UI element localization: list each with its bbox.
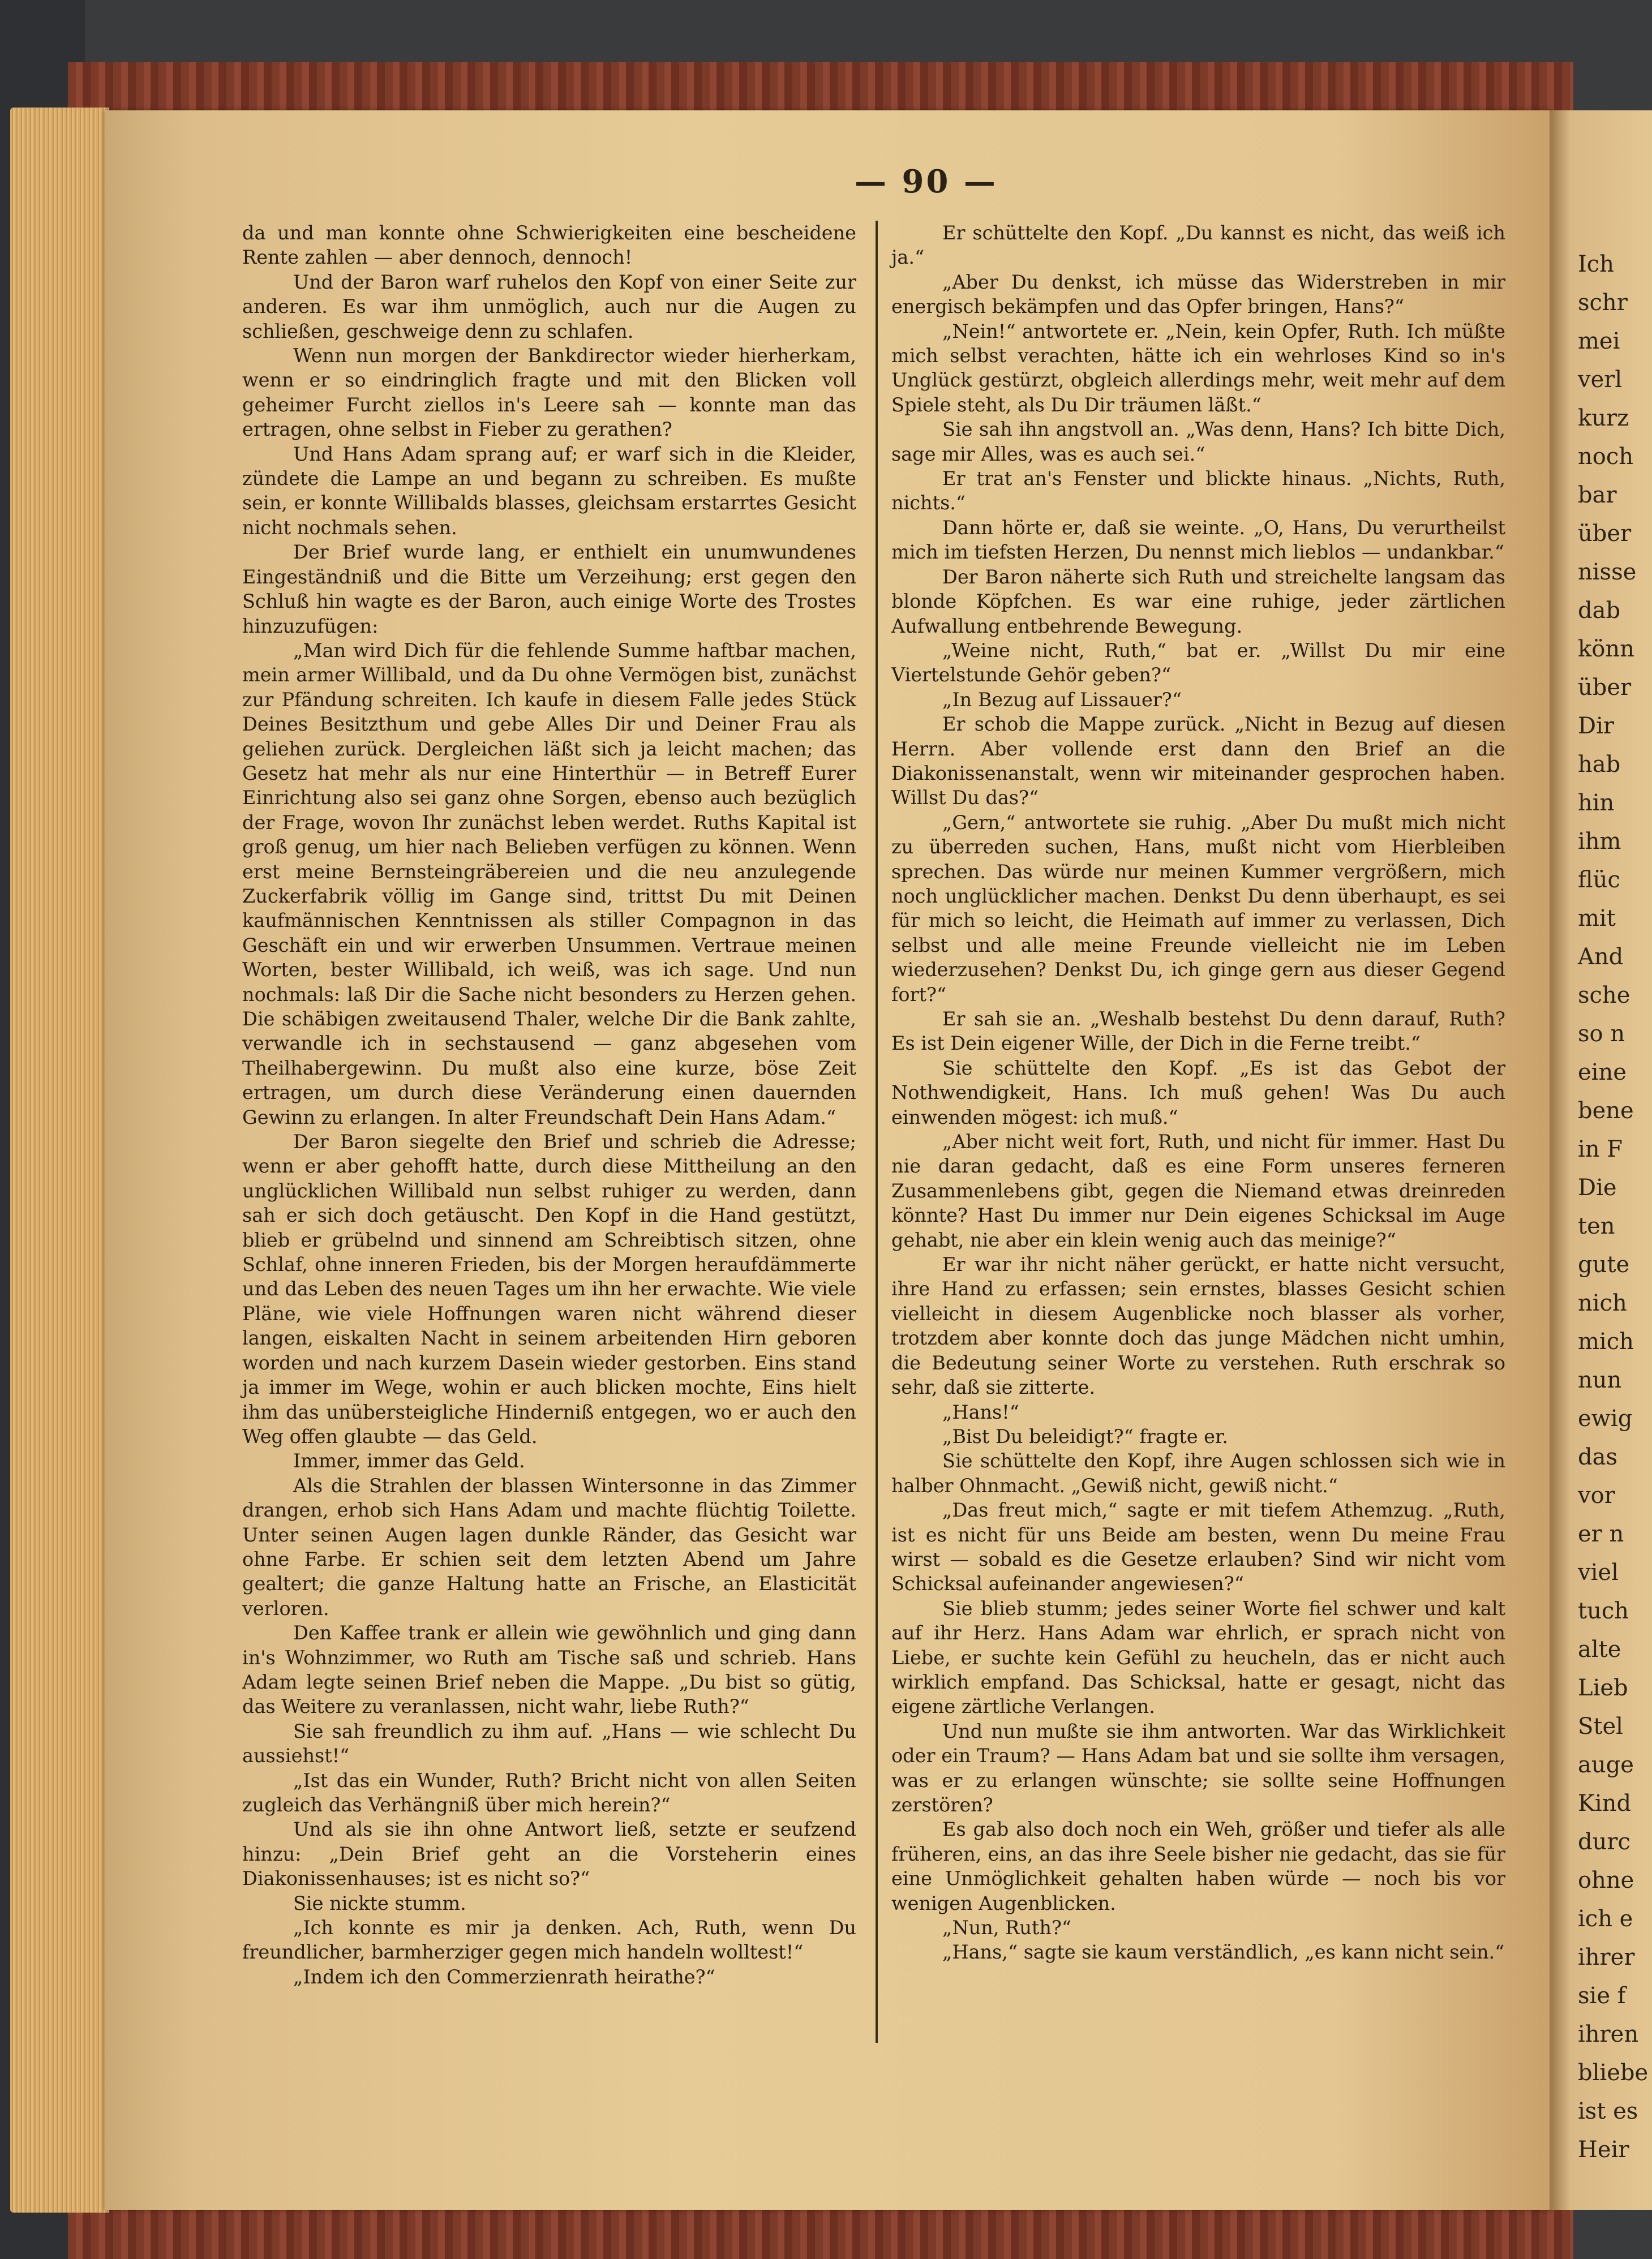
paragraph: Sie nickte stumm. [293,1892,466,1914]
paragraph: „Hans,“ sagte sie kaum verständlich, „es kann nicht sein.“ [942,1941,1505,1964]
next-page-fragment: über [1578,675,1632,701]
paragraph: „Hans!“ [942,1401,1019,1423]
paragraph: „Ist das ein Wunder, Ruth? Bricht nicht von allen Seiten zugleich das Verhängniß über mich herein?“ [242,1769,856,1816]
next-page-fragment: Lieb [1578,1675,1628,1701]
paragraph: „Indem ich den Commerzienrath heirathe?“ [293,1965,715,1988]
paragraph: Als die Strahlen der blassen Wintersonne in das Zimmer drangen, erhob sich Hans Adam und machte flüchtig Toilette. Unter seinen Augen lagen dunkle Ränder, das Gesicht war ohne Farbe. Er schien seit dem letzten Abend um Jahre gealtert; die ganze Haltung hatte an Frische, an Elasticität verloren. [242,1474,856,1620]
next-page-fragment: dab [1578,598,1621,624]
page-edges [10,108,109,2213]
paragraph: Den Kaffee trank er allein wie gewöhnlich und ging dann in's Wohnzimmer, wo Ruth am Tische saß und schrieb. Hans Adam legte seinen Brief neben die Mappe. „Du bist so gütig, das Weitere zu veranlassen, nicht wahr, liebe Ruth?“ [242,1622,856,1718]
paragraph: Sie schüttelte den Kopf. „Es ist das Gebot der Nothwendigkeit, Hans. Ich muß gehen! Was Du auch einwenden mögest: ich muß.“ [891,1057,1505,1128]
next-page-fragment: durc [1578,1829,1630,1855]
paragraph: Und der Baron warf ruhelos den Kopf von einer Seite zur anderen. Es war ihm unmöglich, auch nur die Augen zu schließen, geschweige denn zu schlafen. [242,270,856,342]
paragraph: „Nein!“ antwortete er. „Nein, kein Opfer, Ruth. Ich müßte mich selbst verachten, hätte ich ein wehrloses Kind so in's Unglück gestürzt, obgleich allerdings mehr, weit mehr auf dem Spiele steht, als Du Dir träumen läßt.“ [891,320,1505,416]
paragraph: Der Baron siegelte den Brief und schrieb die Adresse; wenn er aber gehofft hatte, durch diese Mittheilung an den unglücklichen Willibald nun selbst ruhiger zu werden, dann sah er sich doch getäuscht. Den Kopf in die Hand gestützt, blieb er grübelnd und sinnend am Schreibtisch sitzen, ohne Schlaf, ohne inneren Frieden, bis der Morgen heraufdämmerte und das Leben des neuen Tages um ihn her erwachte. Wie viele Pläne, wie viele Hoffnungen waren nicht während dieser langen, eiskalten Nacht in seinem arbeitenden Hirn geboren worden und nach kurzem Dasein wieder gestorben. Eins stand ja immer im Wege, wohin er auch blicken mochte, Eins hielt ihm das unübersteigliche Hinderniß entgegen, wo er auch den Weg offen glaubte — das Geld. [242,1131,856,1448]
paragraph: Es gab also doch noch ein Weh, größer und tiefer als alle früheren, eins, an das ihre Seele bisher nie gedacht, das sie für eine Unmöglichkeit gehalten haben würde — noch bis vor wenigen Augenblicken. [891,1818,1505,1914]
paragraph: Der Brief wurde lang, er enthielt ein unumwundenes Eingeständniß und die Bitte um Verzeihung; erst gegen den Schluß hin wagte es der Baron, auch einige Worte des Trostes hinzuzufügen: [242,541,856,637]
next-page-fragment: viel [1578,1560,1619,1586]
paragraph: Er schüttelte den Kopf. „Du kannst es nicht, das weiß ich ja.“ [891,222,1505,269]
paragraph: Sie schüttelte den Kopf, ihre Augen schlossen sich wie in halber Ohnmacht. „Gewiß nicht, gewiß nicht.“ [891,1450,1505,1497]
paragraph: „Nun, Ruth?“ [942,1917,1072,1939]
paragraph: Und Hans Adam sprang auf; er warf sich in die Kleider, zündete die Lampe an und begann zu schreiben. Es mußte sein, er konnte Willibalds blasses, gleichsam erstarrtes Gesicht nicht nochmals sehen. [242,443,856,539]
paragraph: „Man wird Dich für die fehlende Summe haftbar machen, mein armer Willibald, und da Du ohne Vermögen bist, zunächst zur Pfändung schreiten. Ich kaufe in diesem Falle jedes Stück Deines Besitzthum und gebe Alles Dir und Deiner Frau als geliehen zurück. Dergleichen läßt sich ja leicht machen; das Gesetz hat mehr als nur eine Hinterthür — in Betreff Eurer Einrichtung also sei ganz ohne Sorgen, ebenso auch bezüglich der Frage, wovon Ihr zunächst leben werdet. Ruths Kapital ist groß genug, um hier nach Belieben verfügen zu können. Wenn erst meine Bernsteingräbereien und die neu anzulegende Zuckerfabrik völlig im Gange sind, trittst Du mit Deinen kaufmännischen Kenntnissen als stiller Compagnon in das Geschäft ein und wir erwerben Unsummen. Vertraue meinen Worten, bester Willibald, ich weiß, was ich sage. Und nun nochmals: laß Dir die Sache nicht besonders zu Herzen gehen. Die schäbigen zweitausend Thaler, welche Dir die Bank zahlte, verwandle ich in sechstausend — ganz abgesehen vom Theilhabergewinn. Du mußt also eine kurze, böse Zeit ertragen, um durch diese Veränderung einen dauernden Gewinn zu erlangen. In alter Freundschaft Dein Hans Adam.“ [242,639,856,1128]
text-column-left [242,221,856,1989]
next-page-fragment: nun [1578,1367,1622,1393]
next-page-fragment: ist es [1578,2098,1638,2124]
next-page-fragment: ihrer [1578,1944,1635,1970]
next-page-fragment: Die [1578,1175,1617,1201]
next-page-fragment: mei [1578,328,1620,354]
paragraph: Wenn nun morgen der Bankdirector wieder hierherkam, wenn er so eindringlich fragte und mit den Blicken voll geheimer Furcht ziellos in's Leere sah — konnte man das ertragen, ohne selbst in Fieber zu gerathen? [242,345,856,441]
page-number: — 90 — [855,163,998,200]
next-page-fragment: nich [1578,1290,1627,1316]
next-page-fragment: auge [1578,1752,1634,1778]
next-page-fragment: alte [1578,1637,1621,1663]
next-page-fragment: in F [1578,1136,1623,1162]
next-page-fragment: ihren [1578,2021,1639,2047]
next-page-fragment: so n [1578,1021,1625,1047]
paragraph: Immer, immer das Geld. [293,1450,525,1472]
next-page-fragment: kurz [1578,405,1629,431]
paragraph: Und nun mußte sie ihm antworten. War das Wirklichkeit oder ein Traum? — Hans Adam bat und sie sollte ihm versagen, was er zu erlangen wünschte; sie sollte seine Hoffnungen zerstören? [891,1720,1505,1816]
next-page-fragment: bene [1578,1098,1634,1124]
next-page-fragment: gute [1578,1252,1630,1278]
next-page-fragment: tuch [1578,1598,1629,1624]
next-page-fragment: verl [1578,367,1623,393]
next-page-fragment: mich [1578,1329,1634,1355]
next-page-fragment: ten [1578,1213,1615,1239]
paragraph: Sie blieb stumm; jedes seiner Worte fiel schwer und kalt auf ihr Herz. Hans Adam war ehrlich, er sprach nicht von Liebe, er suchte kein Gefühl zu heucheln, das er nicht auch wirklich empfand. Das Schicksal, hatte er gesagt, nicht das eigene zärtliche Verlangen. [891,1597,1505,1718]
next-page-fragment: flüc [1578,867,1620,893]
paragraph: „Aber Du denkst, ich müsse das Widerstreben in mir energisch bekämpfen und das Opfer bringen, Hans?“ [891,270,1505,318]
next-page-edge [1550,110,1652,2210]
next-page-fragment: hab [1578,751,1621,778]
next-page-fragment: ewig [1578,1406,1633,1432]
paragraph: „Bist Du beleidigt?“ fragte er. [942,1425,1228,1448]
paragraph: Sie sah freundlich zu ihm auf. „Hans — wie schlecht Du aussiehst!“ [242,1720,856,1767]
next-page-fragment: Ich [1578,251,1614,277]
next-page-fragment: noch [1578,444,1634,470]
next-page-fragment: nisse [1578,559,1637,585]
next-page-fragment: das [1578,1444,1617,1470]
next-page-fragment: vor [1578,1483,1615,1509]
next-page-fragment: bar [1578,482,1617,508]
next-page-fragment: ohne [1578,1867,1634,1893]
next-page-fragment: Heir [1578,2137,1629,2163]
next-page-fragment: hin [1578,790,1615,816]
column-divider [876,221,878,2043]
paragraph: „Das freut mich,“ sagte er mit tiefem Athemzug. „Ruth, ist es nicht für uns Beide am besten, wenn Du meine Frau wirst — sobald es die Gesetze erlauben? Sind wir nicht vom Schicksal aufeinander angewiesen?“ [891,1499,1505,1595]
paragraph: „In Bezug auf Lissauer?“ [942,688,1182,711]
next-page-fragment: sche [1578,982,1630,1008]
next-page-fragment: Stel [1578,1713,1623,1740]
next-page-fragment: über [1578,521,1632,547]
next-page-fragment: Kind [1578,1790,1632,1816]
next-page-fragment: könn [1578,636,1634,662]
paragraph: Er war ihr nicht näher gerückt, er hatte nicht versucht, ihre Hand zu erfassen; sein ernstes, blasses Gesicht schien vielleicht in diesem Augenblicke noch blasser als vorher, trotzdem aber konnte doch das junge Mädchen nicht umhin, die Bedeutung seiner Worte zu verstehen. Ruth erschrak so sehr, daß sie zitterte. [891,1253,1505,1399]
next-page-fragment: schr [1578,290,1628,316]
paragraph: „Weine nicht, Ruth,“ bat er. „Willst Du mir eine Viertelstunde Gehör geben?“ [891,639,1505,686]
paragraph: „Gern,“ antwortete sie ruhig. „Aber Du mußt mich nicht zu überreden suchen, Hans, mußt nicht vom Hierbleiben sprechen. Das würde nur meinen Kummer vergrößern, mich noch unglücklicher machen. Denkst Du denn überhaupt, es sei für mich so leicht, die Heimath auf immer zu verlassen, Dich selbst und alle meine Freunde vielleicht nie im Leben wiederzusehen? Denkst Du, ich ginge gern aus dieser Gegend fort?“ [891,811,1505,1006]
next-page-fragment: er n [1578,1521,1624,1547]
text-column-right [891,221,1505,1965]
paragraph: Sie sah ihn angstvoll an. „Was denn, Hans? Ich bitte Dich, sage mir Alles, was es auch sei.“ [891,418,1505,465]
next-page-fragment: eine [1578,1059,1627,1085]
paragraph: Er trat an's Fenster und blickte hinaus. „Nichts, Ruth, nichts.“ [891,467,1505,514]
paragraph: Er schob die Mappe zurück. „Nicht in Bezug auf diesen Herrn. Aber vollende erst dann den Brief an die Diakonissenanstalt, wenn wir miteinander gesprochen haben. Willst Du das?“ [891,713,1505,809]
next-page-fragment: Dir [1578,713,1614,739]
next-page-fragment: mit [1578,905,1616,931]
paragraph: Der Baron näherte sich Ruth und streichelte langsam das blonde Köpfchen. Es war eine ruhige, jeder zärtlichen Aufwallung entbehrende Bewegung. [891,565,1505,637]
paragraph: „Aber nicht weit fort, Ruth, und nicht für immer. Hast Du nie daran gedacht, daß es eine Form unseres ferneren Zusammenlebens gibt, gegen die Niemand etwas dreinreden könnte? Hast Du immer nur Dein eigenes Schicksal im Auge gehabt, nie aber ein klein wenig auch das meinige?“ [891,1131,1505,1251]
next-page-fragment: bliebe [1578,2060,1649,2086]
next-page-fragment: ich e [1578,1906,1633,1932]
next-page-fragment: sie f [1578,1983,1626,2009]
paragraph: Und als sie ihn ohne Antwort ließ, setzte er seufzend hinzu: „Dein Brief geht an die Vorsteherin eines Diakonissenhauses; ist es nicht so?“ [242,1818,856,1890]
paragraph: Er sah sie an. „Weshalb bestehst Du denn darauf, Ruth? Es ist Dein eigener Wille, der Dich in die Ferne treibt.“ [891,1008,1505,1055]
next-page-fragment: And [1578,944,1624,970]
paragraph: „Ich konnte es mir ja denken. Ach, Ruth, wenn Du freundlicher, barmherziger gegen mich handeln wolltest!“ [242,1917,856,1964]
paragraph: da und man konnte ohne Schwierigkeiten eine bescheidene Rente zahlen — aber dennoch, dennoch! [242,222,856,269]
binding-strip-bottom [68,2207,1573,2259]
paragraph: Dann hörte er, daß sie weinte. „O, Hans, Du verurtheilst mich im tiefsten Herzen, Du nennst mich lieblos — undankbar.“ [891,516,1505,564]
next-page-fragment: ihm [1578,828,1621,854]
